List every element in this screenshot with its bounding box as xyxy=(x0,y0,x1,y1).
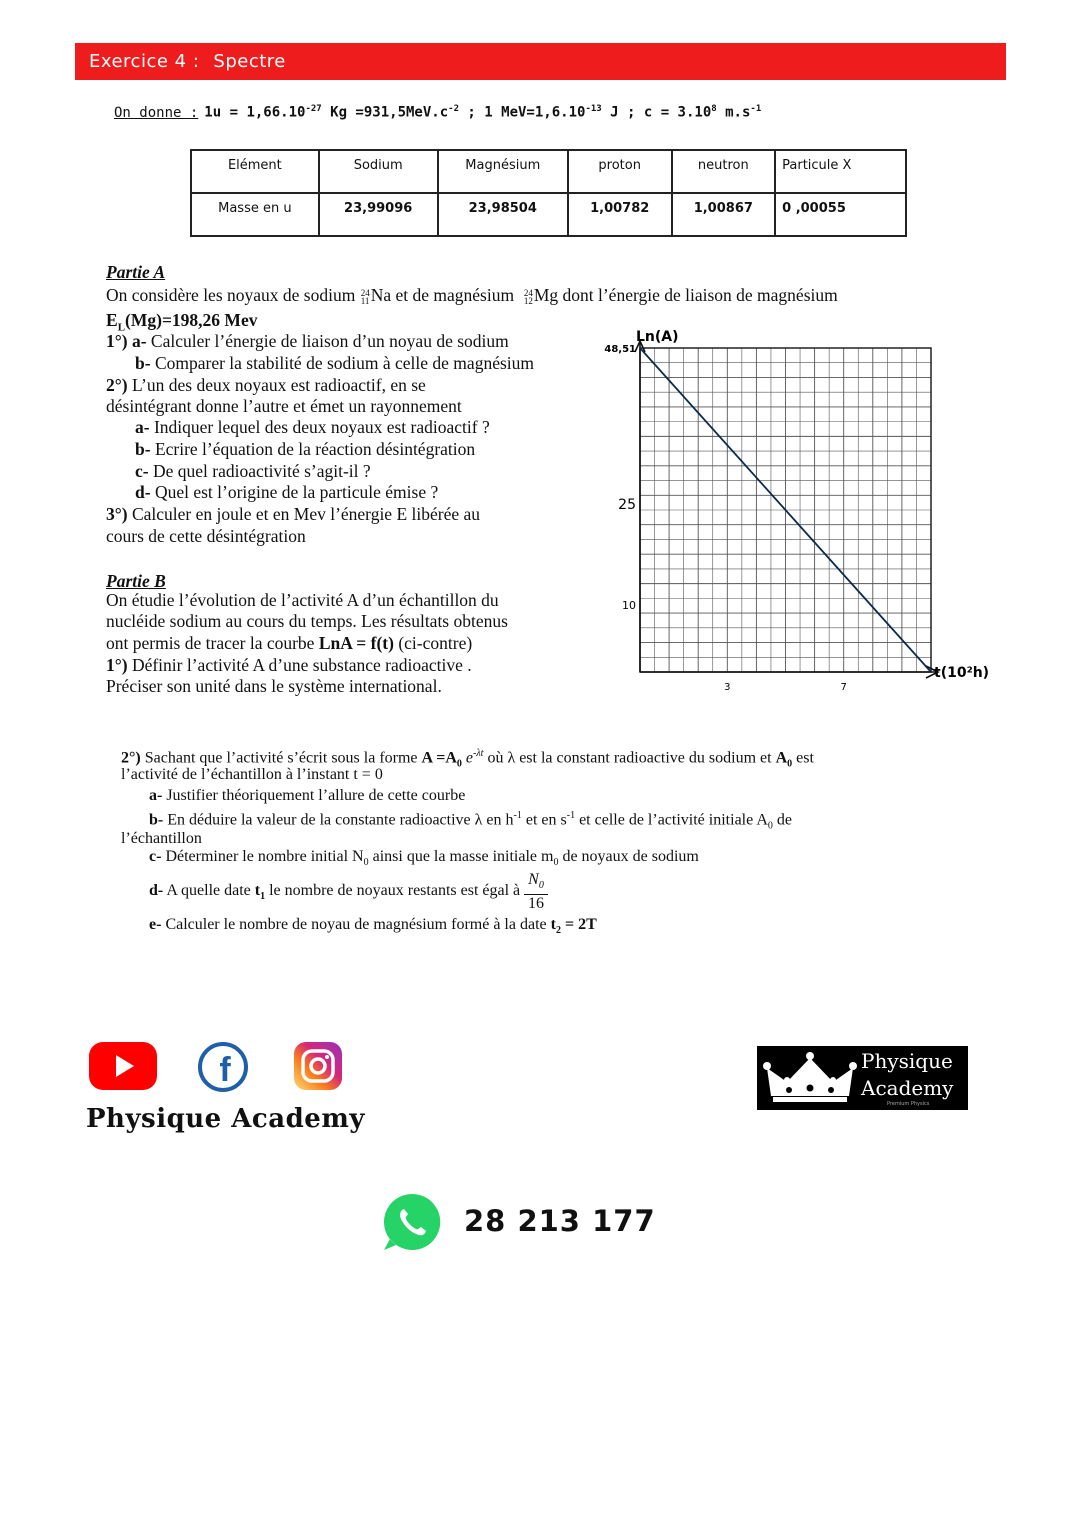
table-cell: Sodium xyxy=(319,150,438,193)
partA-q2a: a- Indiquer lequel des deux noyaux est radioactif ? xyxy=(135,417,490,437)
partA-q3: 3°) Calculer en joule et en Mev l’énergie E libérée au xyxy=(106,504,481,524)
partA-intro: On considère les noyaux de sodium 24 11 Na et de magnésium 24 12 Mg dont l’énergie de liaison de magnésium xyxy=(106,285,838,306)
partA-q1b: b- Comparer la stabilité de sodium à celle de magnésium xyxy=(135,353,534,373)
fraction-n0-16: $\frac{N_0}{16}$ xyxy=(524,871,548,912)
x-axis-label: t(10²h) xyxy=(934,665,990,681)
partB-q2-line2: l’activité de l’échantillon à l’instant t = 0 xyxy=(121,766,383,783)
partA-q1a: 1°) a- Calculer l’énergie de liaison d’un noyau de sodium xyxy=(106,331,509,351)
ln-activity-chart xyxy=(590,325,990,700)
partA-q2: 2°) L’un des deux noyaux est radioactif, en se xyxy=(106,375,426,395)
table-cell: Masse en u xyxy=(191,193,319,236)
partA-q3-line2: cours de cette désintégration xyxy=(106,526,306,546)
partA-q2-line2: désintégrant donne l’autre et émet un rayonnement xyxy=(106,396,462,416)
logo-subtitle: Premium Physics xyxy=(887,1101,930,1107)
partA-title: Partie A xyxy=(106,262,166,282)
facebook-icon[interactable] xyxy=(196,1040,250,1094)
table-row xyxy=(191,193,906,236)
whatsapp-icon[interactable] xyxy=(380,1190,444,1254)
brand-name: Physique Academy xyxy=(86,1104,365,1134)
academy-logo xyxy=(757,1046,968,1110)
partB-q1: 1°) Définir l’activité A d’une substance radioactive . xyxy=(106,655,472,675)
partB-qb-line2: l’échantillon xyxy=(121,830,202,847)
phone-number: 28 213 177 xyxy=(464,1204,656,1238)
partB-line2: nucléide sodium au cours du temps. Les résultats obtenus xyxy=(106,611,508,631)
table-header-row xyxy=(191,150,906,193)
exercise-header xyxy=(75,43,1006,80)
logo-title: Physique Academy xyxy=(861,1049,954,1100)
partB-qa: a- Justifier théoriquement l’allure de cette courbe xyxy=(149,787,466,804)
binding-energy-mg: $E_L(Mg)=198,26$ Mev xyxy=(106,310,258,334)
instagram-icon[interactable] xyxy=(292,1040,344,1092)
table-cell: 23,99096 xyxy=(319,193,438,236)
partB-line1: On étudie l’évolution de l’activité A d’un échantillon du xyxy=(106,590,499,610)
partB-qc: c- Déterminer le nombre initial $N_0$ ainsi que la masse initiale $m_0$ de noyaux de sodium xyxy=(149,848,699,869)
partB-q2: 2°) Sachant que l’activité s’écrit sous la forme $A =A_0$ $e^{-\lambda t}$ où λ est la constant radioactive du sodium et $A_0$ est xyxy=(121,748,814,770)
table-cell: 0 ,00055 xyxy=(775,193,906,236)
partB-title: Partie B xyxy=(106,571,166,591)
crown-icon xyxy=(761,1050,859,1106)
youtube-icon[interactable] xyxy=(89,1040,157,1092)
table-cell: 1,00782 xyxy=(568,193,672,236)
table-cell: 1,00867 xyxy=(672,193,776,236)
svg-text:f: f xyxy=(219,1051,231,1089)
x-tick-label: 3 xyxy=(724,682,731,693)
table-cell: proton xyxy=(568,150,672,193)
partB-line3: ont permis de tracer la courbe LnA = f(t) (ci-contre) xyxy=(106,633,473,653)
partB-qb: b- En déduire la valeur de la constante radioactive λ en $h^{-1}$ et en $s^{-1}$ et celle de l’activité initiale $A_0$ de xyxy=(149,810,792,832)
y-axis-label: Ln(A) xyxy=(636,329,679,345)
partA-q2d: d- Quel est l’origine de la particule émise ? xyxy=(135,482,439,502)
y-tick-label: 48,51 xyxy=(604,344,636,355)
partA-q2c: c- De quel radioactivité s’agit-il ? xyxy=(135,461,371,481)
partB-q1-line2: Préciser son unité dans le système international. xyxy=(106,676,442,696)
table-cell: Magnésium xyxy=(438,150,568,193)
given-constants: On donne : $1u = 1,66.10^{-27}$ $Kg =931,5MeV.c^{-2}$ ; 1 $MeV=1,6.10^{-13}$ J ; $c = 3.10^8$ $m.s^{-1}$ xyxy=(114,104,762,121)
table-cell: Particule X xyxy=(775,150,906,193)
table-cell: Elément xyxy=(191,150,319,193)
y-tick-label: 10 xyxy=(622,599,636,613)
table-cell: neutron xyxy=(672,150,776,193)
partB-qd: d- A quelle date $t_1$ le nombre de noyaux restants est égal à $\frac{N_0}{16}$ xyxy=(149,870,548,918)
x-tick-label: 7 xyxy=(840,682,847,693)
y-tick-label: 25 xyxy=(618,497,636,514)
partB-qe: e- Calculer le nombre de noyau de magnésium formé à la date $t_2 = 2T$ xyxy=(149,916,597,937)
exercise-title: Exercice 4 : Spectre xyxy=(89,51,286,72)
partA-q2b: b- Ecrire l’équation de la réaction désintégration xyxy=(135,439,476,459)
table-cell: 23,98504 xyxy=(438,193,568,236)
mass-table xyxy=(190,149,907,237)
